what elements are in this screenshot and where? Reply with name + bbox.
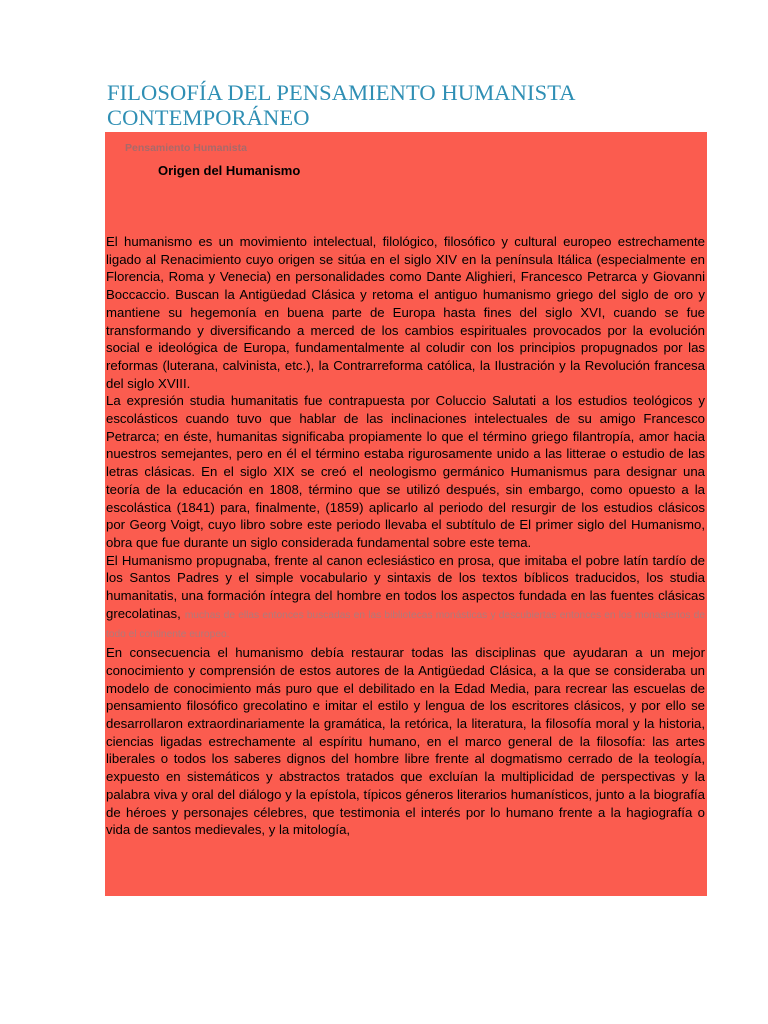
section-kicker: Pensamiento Humanista	[125, 142, 247, 154]
highlighted-text-block	[105, 132, 707, 896]
paragraph-4: En consecuencia el humanismo debía restaurar todas las disciplinas que ayudaran a un mejor conocimiento y comprensión de estos autores de la Antigüedad Clásica, a la que se consideraba un modelo de conocimiento más puro que el debilitado en la Edad Media, para recrear las escuelas de pensamiento filosófico grecolatino e imitar el estilo y lengua de los escritores clásicos, y por ello se desarrollaron extraordinariamente la gramática, la retórica, la literatura, la filosofía moral y la historia, ciencias ligadas estrechamente al espíritu humano, en el marco general de la filosofía: las artes liberales o todos los saberes dignos del hombre libre frente al dogmatismo cerrado de la teología, expuesto en sistemáticos y abstractos tratados que excluían la multiplicidad de perspectivas y la palabra viva y oral del diálogo y la epístola, típicos géneros literarios humanísticos, junto a la biografía de héroes y personajes célebres, que testimonia el interés por lo humano frente a la hagiografía o vida de santos medievales, y la mitología,	[106, 645, 705, 838]
paragraph-2: La expresión studia humanitatis fue contrapuesta por Coluccio Salutati a los estudios teológicos y escolásticos cuando tuvo que hablar de las inclinaciones intelectuales de su amigo Francesco Petrarca; en éste, humanitas significaba propiamente lo que el término griego filantropía, amor hacia nuestros semejantes, pero en él el término estaba rigurosamente unido a las litterae o estudio de las letras clásicas. En el siglo XIX se creó el neologismo germánico Humanismus para designar una teoría de la educación en 1808, término que se utilizó después, sin embargo, como opuesto a la escolástica (1841) para, finalmente, (1859) aplicarlo al periodo del resurgir de los estudios clásicos por Georg Voigt, cuyo libro sobre este periodo llevaba el subtítulo de El primer siglo del Humanismo, obra que fue durante un siglo considerada fundamental sobre este tema.	[106, 393, 705, 550]
paragraph-3-main: El Humanismo propugnaba, frente al canon eclesiástico en prosa, que imitaba el pobre latín tardío de los Santos Padres y el simple vocabulario y sintaxis de los textos bíblicos traducidos, los studia humanitatis, una formación íntegra del hombre en todos los aspectos fundada en las fuentes clásicas grecolatinas,	[106, 552, 705, 621]
paragraph-1: El humanismo es un movimiento intelectual, filológico, filosófico y cultural europeo estrechamente ligado al Renacimiento cuyo origen se sitúa en el siglo XIV en la península Itálica (especialmente en Florencia, Roma y Venecia) en personalidades como Dante Alighieri, Francesco Petrarca y Giovanni Boccaccio. Buscan la Antigüedad Clásica y retoma el antiguo humanismo griego del siglo de oro y mantiene su hegemonía en buena parte de Europa hasta fines del siglo XVI, cuando se fue transformando y diversificando a merced de los cambios espirituales provocados por la evolución social e ideológica de Europa, fundamentalmente al coludir con los principios propugnados por las reformas (luterana, calvinista, etc.), la Contrarreforma católica, la Ilustración y la Revolución francesa del siglo XVIII.	[106, 234, 705, 391]
paragraph-3	[106, 552, 705, 645]
section-subtitle: Origen del Humanismo	[158, 163, 301, 178]
document-title: FILOSOFÍA DEL PENSAMIENTO HUMANISTA CONTEMPORÁNEO	[107, 80, 575, 130]
body-text	[106, 233, 705, 839]
paragraph-3-aside: muchas de ellas entonces buscadas en las bibliotecas monásticas y descubiertas entonces en los monasterios de todo el continente europeo.	[106, 609, 705, 641]
